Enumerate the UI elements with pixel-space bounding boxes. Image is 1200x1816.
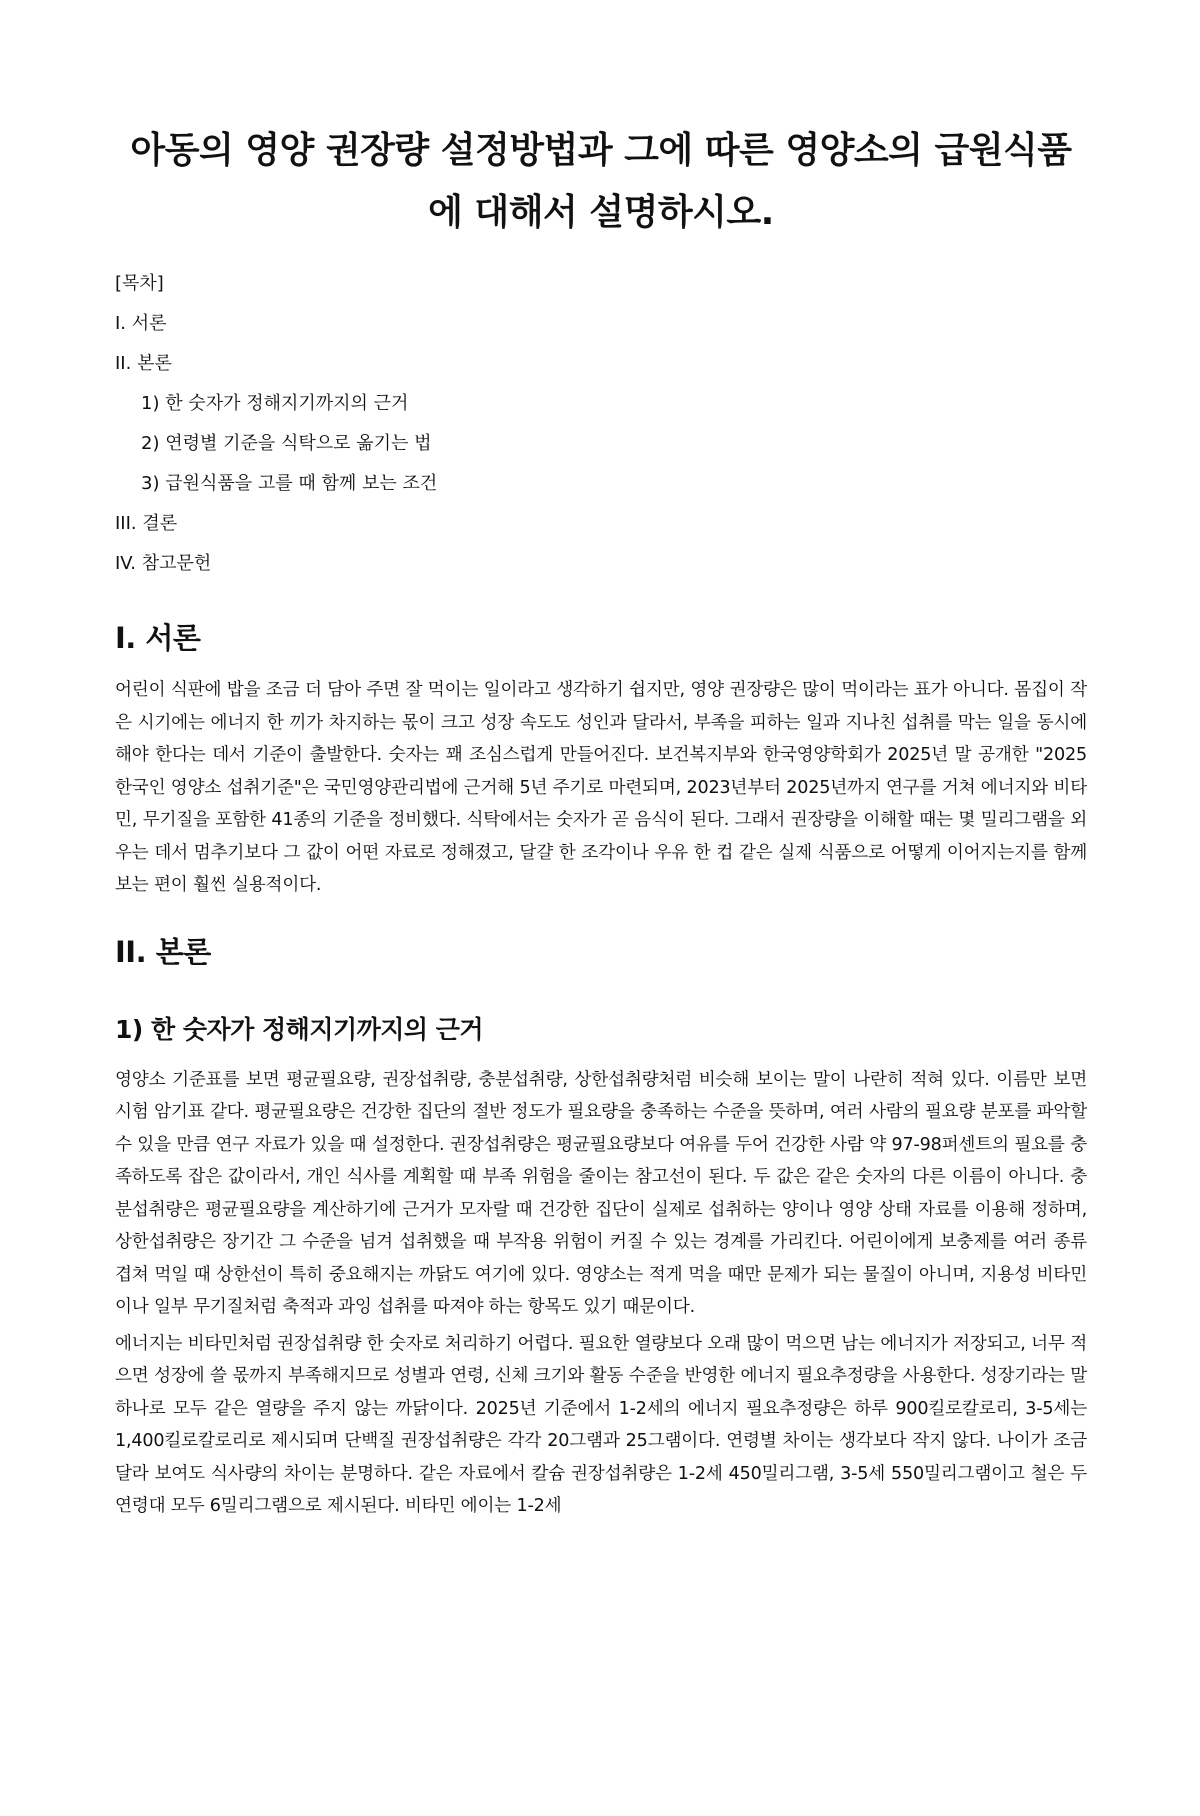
toc-heading: [목차] <box>115 273 164 294</box>
body-paragraph-1: 영양소 기준표를 보면 평균필요량, 권장섭취량, 충분섭취량, 상한섭취량처럼 비슷해 보이는 말이 나란히 적혀 있다. 이름만 보면 시험 암기표 같다. 평균필요량은 건강한 집단의 절반 정도가 필요량을 충족하는 수준을 뜻하며, 여러 사람의 필요량 분포를 파악할 수 있을 만큼 연구 자료가 있을 때 설정한다. 권장섭취량은 평균필요량보다 여유를 두어 건강한 사람 약 97-98퍼센트의 필요를 충족하도록 잡은 값이라서, 개인 식사를 계획할 때 부족 위험을 줄이는 참고선이 된다. 두 값은 같은 숫자의 다른 이름이 아니다. 충분섭취량은 평균필요량을 계산하기에 근거가 모자랄 때 건강한 집단이 실제로 섭취하는 양이나 영양 상태 자료를 이용해 정하며, 상한섭취량은 장기간 그 수준을 넘겨 섭취했을 때 부작용 위험이 커질 수 있는 경계를 가리킨다. 어린이에게 보충제를 여러 종류 겹쳐 먹일 때 상한선이 특히 중요해지는 까닭도 여기에 있다. 영양소는 적게 먹을 때만 문제가 되는 물질이 아니며, 지용성 비타민이나 일부 무기질처럼 축적과 과잉 섭취를 따져야 하는 항목도 있기 때문이다. <box>115 1069 1087 1317</box>
toc-item-body-3: 3) 급원식품을 고를 때 함께 보는 조건 <box>141 473 438 494</box>
section-heading-body: II. 본론 <box>115 934 211 969</box>
section-heading-intro: I. 서론 <box>115 621 201 655</box>
toc-item-conclusion: III. 결론 <box>115 513 178 534</box>
subsection-heading-1: 1) 한 숫자가 정해지기까지의 근거 <box>115 1014 484 1044</box>
intro-paragraph: 어린이 식판에 밥을 조금 더 담아 주면 잘 먹이는 일이라고 생각하기 쉽지만, 영양 권장량은 많이 먹이라는 표가 아니다. 몸집이 작은 시기에는 에너지 한 끼가 차지하는 몫이 크고 성장 속도도 성인과 달라서, 부족을 피하는 일과 지나친 섭취를 막는 일을 동시에 해야 한다는 데서 기준이 출발한다. 숫자는 꽤 조심스럽게 만들어진다. 보건복지부와 한국영양학회가 2025년 말 공개한 "2025 한국인 영양소 섭취기준"은 국민영양관리법에 근거해 5년 주기로 마련되며, 2023년부터 2025년까지 연구를 거쳐 에너지와 비타민, 무기질을 포함한 41종의 기준을 정비했다. 식탁에서는 숫자가 곧 음식이 된다. 그래서 권장량을 이해할 때는 몇 밀리그램을 외우는 데서 멈추기보다 그 값이 어떤 자료로 정해졌고, 달걀 한 조각이나 우유 한 컵 같은 실제 식품으로 어떻게 이어지는지를 함께 보는 편이 훨씬 실용적이다. <box>115 680 1087 895</box>
toc-item-references: IV. 참고문헌 <box>115 553 212 574</box>
toc-item-body: II. 본론 <box>115 353 172 374</box>
document-page <box>0 120 1200 1816</box>
table-of-contents <box>115 272 1087 592</box>
toc-item-body-1: 1) 한 숫자가 정해지기까지의 근거 <box>141 393 409 414</box>
document-title: 아동의 영양 권장량 설정방법과 그에 따른 영양소의 급원식품에 대해서 설명하시오. <box>130 130 1072 233</box>
body-paragraph-2: 에너지는 비타민처럼 권장섭취량 한 숫자로 처리하기 어렵다. 필요한 열량보다 오래 많이 먹으면 남는 에너지가 저장되고, 너무 적으면 성장에 쓸 몫까지 부족해지므로 성별과 연령, 신체 크기와 활동 수준을 반영한 에너지 필요추정량을 사용한다. 성장기라는 말 하나로 모두 같은 열량을 주지 않는 까닭이다. 2025년 기준에서 1-2세의 에너지 필요추정량은 하루 900킬로칼로리, 3-5세는 1,400킬로칼로리로 제시되며 단백질 권장섭취량은 각각 20그램과 25그램이다. 연령별 차이는 생각보다 작지 않다. 나이가 조금 달라 보여도 식사량의 차이는 분명하다. 같은 자료에서 칼슘 권장섭취량은 1-2세 450밀리그램, 3-5세 550밀리그램이고 철은 두 연령대 모두 6밀리그램으로 제시된다. 비타민 에이는 1-2세 <box>115 1333 1087 1516</box>
toc-item-body-2: 2) 연령별 기준을 식탁으로 옮기는 법 <box>141 433 432 454</box>
toc-item-intro: I. 서론 <box>115 313 167 334</box>
